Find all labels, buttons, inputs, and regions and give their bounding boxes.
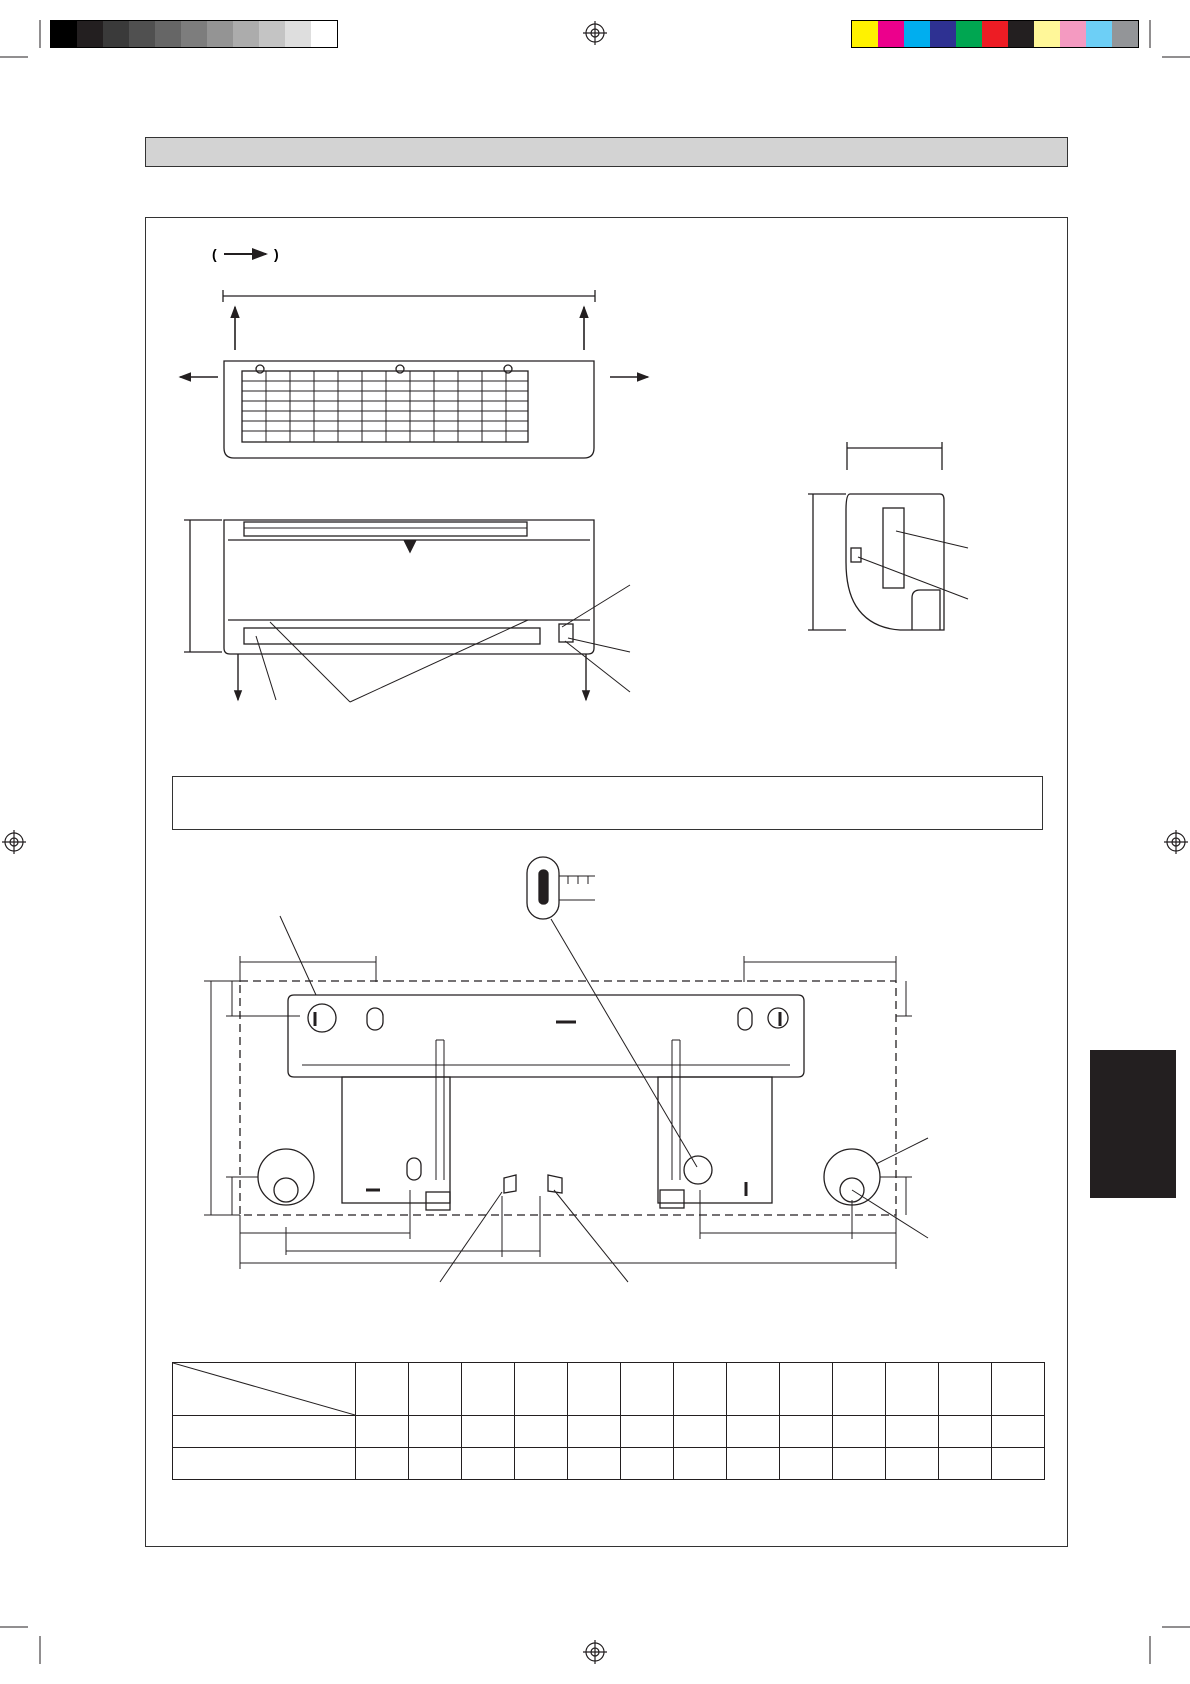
leader-flap-right: [350, 620, 528, 702]
leader-receiver: [562, 585, 630, 627]
unit-outline-dashed: [240, 981, 896, 1215]
leader-hole: [876, 1138, 928, 1164]
table-cell: [621, 1416, 674, 1448]
table-cell: [621, 1448, 674, 1480]
leader-flap-left: [270, 622, 350, 702]
plate-right-leg: [658, 1077, 772, 1203]
discharge-louver: [244, 628, 540, 644]
table-cell: [992, 1363, 1045, 1416]
leader-louver: [256, 636, 276, 700]
table-cell: [674, 1448, 727, 1480]
table-cell: [462, 1448, 515, 1480]
leader-center-left: [440, 1192, 502, 1282]
logo-mark-icon: [404, 540, 416, 552]
table-cell: [568, 1363, 621, 1416]
table-cell: [780, 1448, 833, 1480]
wall-hole-right: [824, 1149, 880, 1205]
table-cell: [568, 1416, 621, 1448]
table-cell: [409, 1363, 462, 1416]
table-cell: [727, 1448, 780, 1480]
leader-detail-to-plate: [551, 919, 697, 1167]
table-cell: [356, 1448, 409, 1480]
table-cell: [356, 1363, 409, 1416]
table-row: [173, 1416, 1045, 1448]
table-cell: [621, 1363, 674, 1416]
grille-vanes: [242, 371, 528, 442]
indoor-unit-side-view: [808, 442, 968, 630]
table-cell: [886, 1363, 939, 1416]
table-cell: [939, 1448, 992, 1480]
hook-hole-left: [308, 1004, 336, 1032]
leader-indicator: [568, 638, 630, 652]
table-cell: [515, 1448, 568, 1480]
leader-center-right: [554, 1190, 628, 1282]
table-cell: [886, 1448, 939, 1480]
plate-dimensions: [204, 956, 912, 1269]
legend-close-paren: ): [274, 246, 279, 262]
table-cell: [409, 1416, 462, 1448]
hook-hole-right: [768, 1008, 788, 1028]
leader-hook: [280, 916, 316, 995]
table-header-row: [173, 1363, 1045, 1416]
table-cell: [356, 1416, 409, 1448]
table-cell: [992, 1448, 1045, 1480]
table-cell: [833, 1416, 886, 1448]
table-cell: [409, 1448, 462, 1480]
table-cell: [727, 1363, 780, 1416]
table-row-label-cell: [173, 1448, 356, 1480]
table-row: [173, 1448, 1045, 1480]
slot-circle: [684, 1156, 712, 1184]
top-vent: [244, 522, 527, 536]
leader-hole-center: [852, 1190, 928, 1238]
table-cell: [462, 1363, 515, 1416]
mounting-plate-view: [240, 916, 928, 1282]
table-cell: [674, 1363, 727, 1416]
table-cell: [992, 1416, 1045, 1448]
table-cell: [462, 1416, 515, 1448]
center-mark-right: [548, 1175, 562, 1193]
center-mark-left: [504, 1175, 516, 1193]
table-cell: [833, 1448, 886, 1480]
legend-open-paren: (: [212, 246, 217, 262]
table-cell: [568, 1448, 621, 1480]
table-cell: [727, 1416, 780, 1448]
side-switch: [851, 548, 861, 562]
receiver-window: [559, 624, 573, 642]
leader-side-panel: [896, 531, 968, 548]
unit-top-outline: [224, 361, 594, 458]
side-cover: [912, 590, 940, 630]
table-cell: [515, 1363, 568, 1416]
indoor-unit-top-view: [180, 290, 648, 458]
table-cell: [780, 1363, 833, 1416]
wall-hole-left: [258, 1149, 314, 1205]
table-row-label-cell: [173, 1416, 356, 1448]
table-cell: [939, 1416, 992, 1448]
table-corner-cell: [173, 1363, 356, 1416]
table-cell: [780, 1416, 833, 1448]
side-panel: [883, 508, 904, 588]
table-cell: [833, 1363, 886, 1416]
table-cell: [886, 1416, 939, 1448]
indoor-unit-front-view: [184, 520, 630, 702]
table-cell: [515, 1416, 568, 1448]
table-cell: [939, 1363, 992, 1416]
leader-switch: [565, 641, 630, 692]
plate-left-leg: [342, 1077, 450, 1203]
dimension-table: [172, 1362, 1045, 1480]
table-cell: [674, 1416, 727, 1448]
